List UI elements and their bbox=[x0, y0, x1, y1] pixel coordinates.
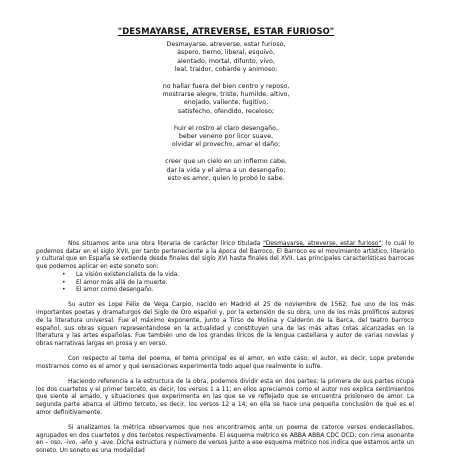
verse: áspero, tierno, liberal, esquivo, bbox=[177, 49, 275, 57]
verse: esto es amor, quien lo probó lo sabe. bbox=[167, 174, 285, 182]
list-item-text: La visión existencialista de la vida. bbox=[76, 270, 180, 278]
verse: huir el rostro al claro desengaño, bbox=[173, 124, 278, 132]
list-item bbox=[62, 279, 414, 287]
paragraph-structure: Haciendo referencia a la estructura de la obra, podemos dividir esta en dos partes; la primera de sus partes ocupa los dos cuartetos y el primer terceto, es decir, los versos 1 a 11; en ellos apreciamos como el autor nos explica sentimientos que siente al amado, y situaciones que experimenta en las que se ve reflejado que se encuentra prisionero de amor. La segunda parte abarca el último terceto, es decir, los versos 12 a 14; en ella se hace una pequeña conclusión de qué es el amor definitivamente. bbox=[36, 378, 414, 416]
verse: dar la vida y el alma a un desengaño; bbox=[166, 166, 286, 174]
poem-title-reference: "Desmayarse, atreverse, estar furioso" bbox=[263, 240, 382, 247]
verse: beber veneno por licor suave, bbox=[178, 133, 274, 141]
paragraph-theme: Con respecto al tema del poema, el tema principal es el amor, en este caso; el autor, es decir, Lope pretende mostrarnos como es el amor y qué sensaciones experimenta todo aquel que realmente lo sufre. bbox=[36, 355, 414, 370]
bullet-icon: • bbox=[62, 270, 66, 278]
paragraph-author: Su autor es Lope Félix de Vega Carpio, nacido en Madrid el 25 de noviembre de 1562; fue uno de los más importantes poetas y dramaturgos del Siglo de Oro español y, por la extensión de su obra, uno de los más prolíficos autores de la literatura universal. Fue el máximo exponente, junto a Tirso de Molina y Calderón de la Barca, del teatro barroco español, sus obras siguen representándose en la actualidad y constituyen una de las más altas cotas alcanzadas en la literatura y las artes españolas. Fue también uno de los grandes líricos de la lengua castellana y autor de varias novelas y obras narrativas largas en prosa y en verso. bbox=[36, 301, 414, 347]
paragraph-introduction bbox=[36, 240, 414, 271]
poem-title: "DESMAYARSE, ATREVERSE, ESTAR FURIOSO" bbox=[117, 26, 335, 36]
bullet-icon: • bbox=[62, 286, 66, 294]
stanza-3 bbox=[0, 125, 452, 150]
verse: Desmayarse, atreverse, estar furioso, bbox=[166, 41, 286, 48]
list-item bbox=[62, 286, 414, 294]
verse: alentado, mortal, difunto, vivo, bbox=[177, 57, 275, 65]
poem bbox=[0, 41, 452, 192]
stanza-2 bbox=[0, 83, 452, 116]
verse: satisfecho, ofendido, receloso; bbox=[177, 107, 275, 115]
list-item bbox=[62, 271, 414, 279]
verse: mostrarse alegre, triste, humilde, altivo, bbox=[162, 91, 290, 99]
intro-text-continued: ; lo cuál lo podemos datar en el siglo XVII, por tanto perteneciente a la época del Barroco. El Barroco es el movimiento artístico, literario y cultural que en España se extiende desde finales del siglo XVI hasta finales del XVII. Las principales características barrocas que podemos aplicar en este soneto son: bbox=[36, 240, 414, 271]
essay-body bbox=[36, 240, 414, 462]
list-item-text: El amor como desengaño. bbox=[76, 286, 154, 294]
stanza-1 bbox=[0, 41, 452, 74]
characteristics-list bbox=[36, 271, 414, 294]
verse: creer que un cielo en un infierno cabe, bbox=[165, 158, 287, 166]
bullet-icon: • bbox=[62, 278, 66, 286]
verse: no hallar fuera del bien centro y reposo, bbox=[162, 82, 290, 90]
intro-text: Nos situamos ante una obra literaria de carácter lírico titulada bbox=[68, 240, 264, 247]
verse: leal, traidor, cobarde y animoso; bbox=[174, 65, 278, 73]
verse: enojado, valiente, fugitivo, bbox=[183, 99, 269, 107]
stanza-4 bbox=[0, 158, 452, 183]
paragraph-metrics: Si analizamos la métrica observamos que nos encontramos ante un poema de catorce versos endecasílabos, agrupados en dos cuartetos y dos tercetos respectivamente. El esquema métrico es ABBA ABBA CDC DCD; con rima asonante en – oso, -ivo, -año y -ave. Dicha estructura y número de versos junto a ese esquema métrico nos indica que estamos ante un soneto. Un soneto es una modalidad bbox=[36, 424, 414, 455]
verse: olvidar el provecho, amar el daño; bbox=[171, 141, 281, 149]
list-item-text: El amor más allá de la muerte. bbox=[76, 278, 168, 286]
